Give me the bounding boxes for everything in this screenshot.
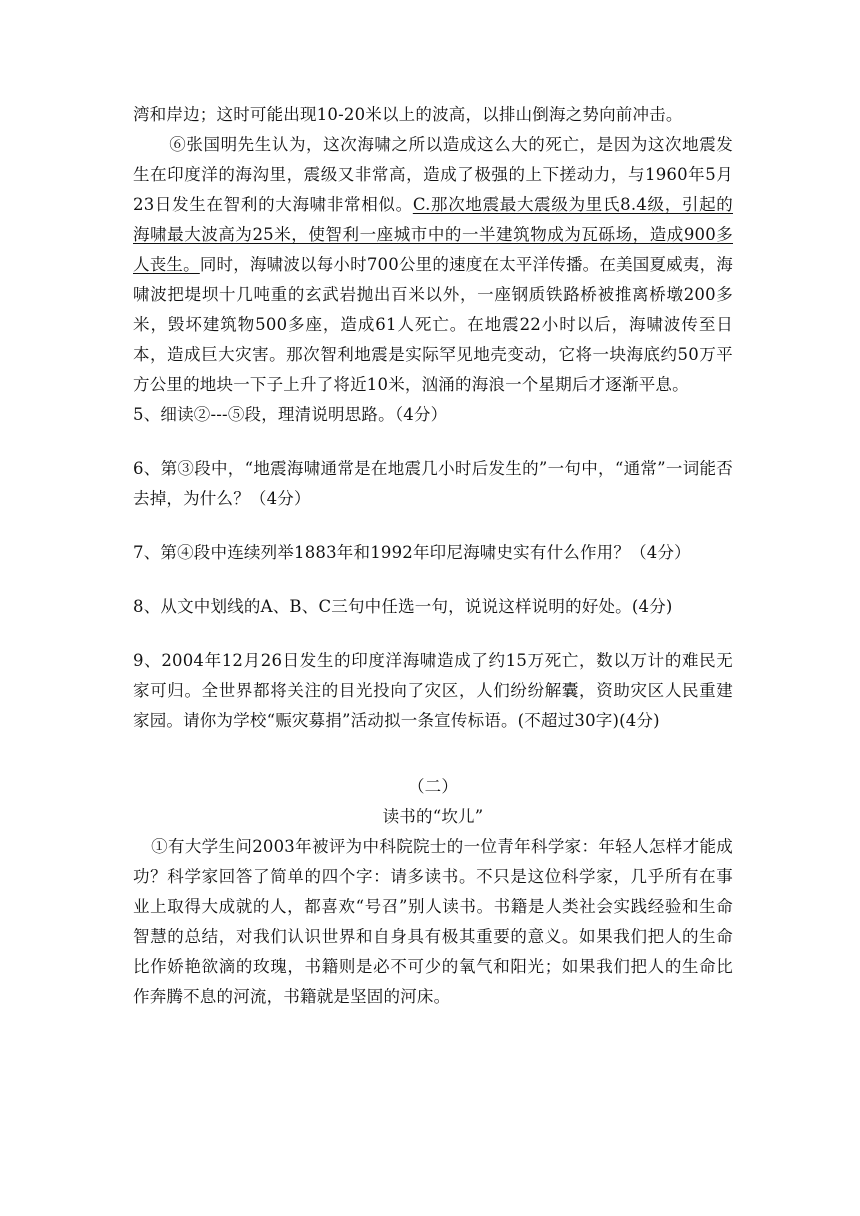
section-number: （二）	[407, 777, 459, 796]
question-6: 6、第③段中，“地震海啸通常是在地震几小时后发生的”一句中，“通常”一词能否去掉，为什么？（4分）	[133, 459, 733, 508]
section-title: 读书的“坎儿”	[382, 807, 484, 826]
paragraph-6-text-before: ⑥张国明先生认为，这次海啸之所以造成这么大的死亡，是因为这次地震发生在印度洋的海沟里，震级又非常高，造成了极强的上下搓动力，与1960年5月23日发生在智利的大海啸非常相似。	[133, 135, 733, 214]
question-7: 7、第④段中连续列举1883年和1992年印尼海啸史实有什么作用？（4分）	[133, 543, 691, 562]
section2-paragraph-1: ①有大学生问2003年被评为中科院院士的一位青年科学家：年轻人怎样才能成功？科学家回答了简单的四个字：请多读书。不只是这位科学家，几乎所有在事业上取得大成就的人，都喜欢“号召”别人读书。书籍是人类社会实践经验和生命智慧的总结，对我们认识世界和自身具有极其重要的意义。如果我们把人的生命比作娇艳欲滴的玫瑰，书籍则是必不可少的氧气和阳光；如果我们把人的生命比作奔腾不息的河流，书籍就是坚固的河床。	[133, 837, 733, 1006]
paragraph-6	[133, 130, 733, 400]
underlined-sentence-c: C.那次地震最大震级为里氏8.4级，引起的海啸最大波高为25米，使智利一座城市中的一半建筑物成为瓦砾场，造成900多人丧生。	[133, 195, 733, 274]
passage-continuation: 湾和岸边；这时可能出现10-20米以上的波高，以排山倒海之势向前冲击。	[133, 105, 683, 124]
document-page	[133, 100, 733, 1012]
question-9: 9、2004年12月26日发生的印度洋海啸造成了约15万死亡，数以万计的难民无家可归。全世界都将关注的目光投向了灾区，人们纷纷解囊，资助灾区人民重建家园。请你为学校“赈灾募捐”活动拟一条宣传标语。(不超过30字)(4分)	[133, 651, 733, 730]
paragraph-6-text-after: 同时，海啸波以每小时700公里的速度在太平洋传播。在美国夏威夷，海啸波把堤坝十几吨重的玄武岩抛出百米以外，一座钢质铁路桥被推离桥墩200多米，毁坏建筑物500多座，造成61人死亡。在地震22小时以后，海啸波传至日本，造成巨大灾害。那次智利地震是实际罕见地壳变动，它将一块海底约50万平方公里的地块一下子上升了将近10米，汹涌的海浪一个星期后才逐渐平息。	[133, 255, 733, 394]
question-8: 8、从文中划线的A、B、C三句中任选一句，说说这样说明的好处。(4分)	[133, 597, 673, 616]
question-5: 5、细读②---⑤段，理清说明思路。（4分）	[133, 405, 448, 424]
